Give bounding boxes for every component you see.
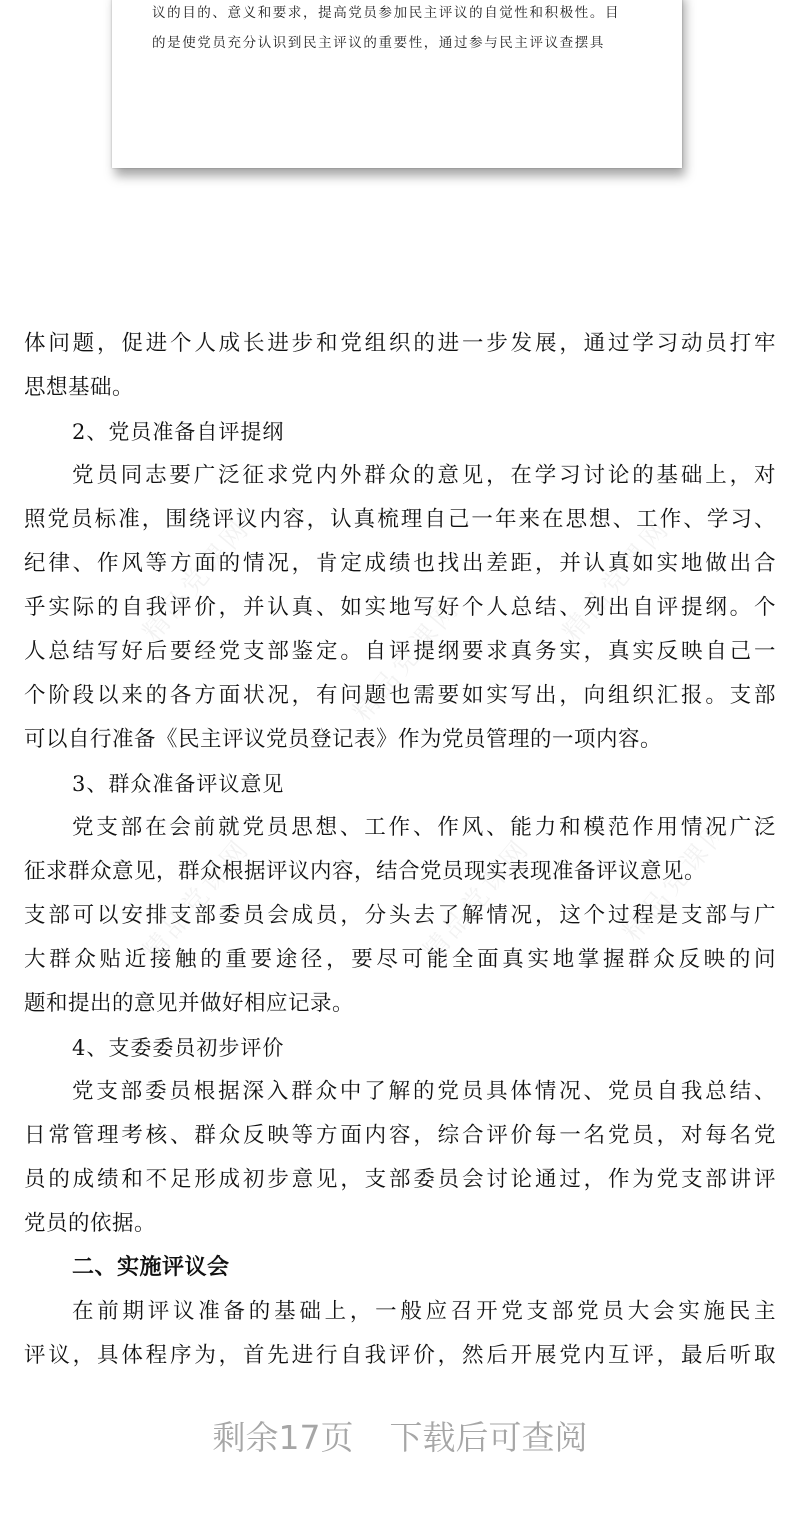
section-subheading: 3、群众准备评议意见 [72,772,285,796]
watermark: 精品党课网 [137,513,257,648]
remaining-pages-count: 剩余17页 [212,1418,354,1457]
paragraph-line: 员的成绩和不足形成初步意见，支部委员会讨论通过，作为党支部讲评 [24,1167,776,1192]
preview-text-line: 议的目的、意义和要求，提高党员参加民主评议的自觉性和积极性。目 [152,5,621,21]
section-subheading: 2、党员准备自评提纲 [72,420,285,444]
watermark: 精品党课网 [417,833,537,968]
remaining-pages-notice[interactable] [0,1412,800,1459]
paragraph-line: 党支部委员根据深入群众中了解的党员具体情况、党员自我总结、 [72,1079,776,1104]
paragraph-line: 纪律、作风等方面的情况，肯定成绩也找出差距，并认真如实地做出合 [24,551,776,576]
download-hint: 下载后可查阅 [389,1418,588,1457]
paragraph-line: 征求群众意见，群众根据评议内容，结合党员现实表现准备评议意见。 [24,859,707,884]
paragraph-line: 乎实际的自我评价，并认真、如实地写好个人总结、列出自评提纲。个 [24,595,776,620]
page-preview-card [112,0,682,168]
paragraph-line: 思想基础。 [24,375,135,400]
watermark: 精品党课网 [557,513,677,648]
document-body [24,322,776,1378]
paragraph-line: 照党员标准，围绕评议内容，认真梳理自己一年来在思想、工作、学习、 [24,507,776,532]
paragraph-line: 评议，具体程序为，首先进行自我评价，然后开展党内互评，最后听取 [24,1343,776,1368]
paragraph-line: 题和提出的意见并做好相应记录。 [24,991,355,1016]
paragraph-line: 党员的依据。 [24,1211,157,1236]
paragraph-line: 支部可以安排支部委员会成员，分头去了解情况，这个过程是支部与广 [24,903,776,928]
paragraph-line: 党支部在会前就党员思想、工作、作风、能力和模范作用情况广泛 [72,815,776,840]
preview-text-line: 的是使党员充分认识到民主评议的重要性，通过参与民主评议查摆具 [152,35,605,51]
paragraph-line: 体问题，促进个人成长进步和党组织的进一步发展，通过学习动员打牢 [24,331,776,356]
paragraph-line: 党员同志要广泛征求党内外群众的意见，在学习讨论的基础上，对 [72,463,776,488]
paragraph-line: 可以自行准备《民主评议党员登记表》作为党员管理的一项内容。 [24,727,663,752]
watermark: 精品党课网 [137,833,257,968]
paragraph-line: 日常管理考核、群众反映等方面内容，综合评价每一名党员，对每名党 [24,1123,776,1148]
paragraph-line: 大群众贴近接触的重要途径，要尽可能全面真实地掌握群众反映的问 [24,947,776,972]
watermark: 精品党课网 [347,593,467,728]
paragraph-line: 人总结写好后要经党支部鉴定。自评提纲要求真务实，真实反映自己一 [24,639,776,664]
watermark: 精品党课网 [617,813,737,948]
section-subheading: 4、支委委员初步评价 [72,1036,285,1060]
paragraph-line: 个阶段以来的各方面状况，有问题也需要如实写出，向组织汇报。支部 [24,683,776,708]
section-heading: 二、实施评议会 [72,1255,230,1280]
paragraph-line: 在前期评议准备的基础上，一般应召开党支部党员大会实施民主 [72,1299,776,1324]
